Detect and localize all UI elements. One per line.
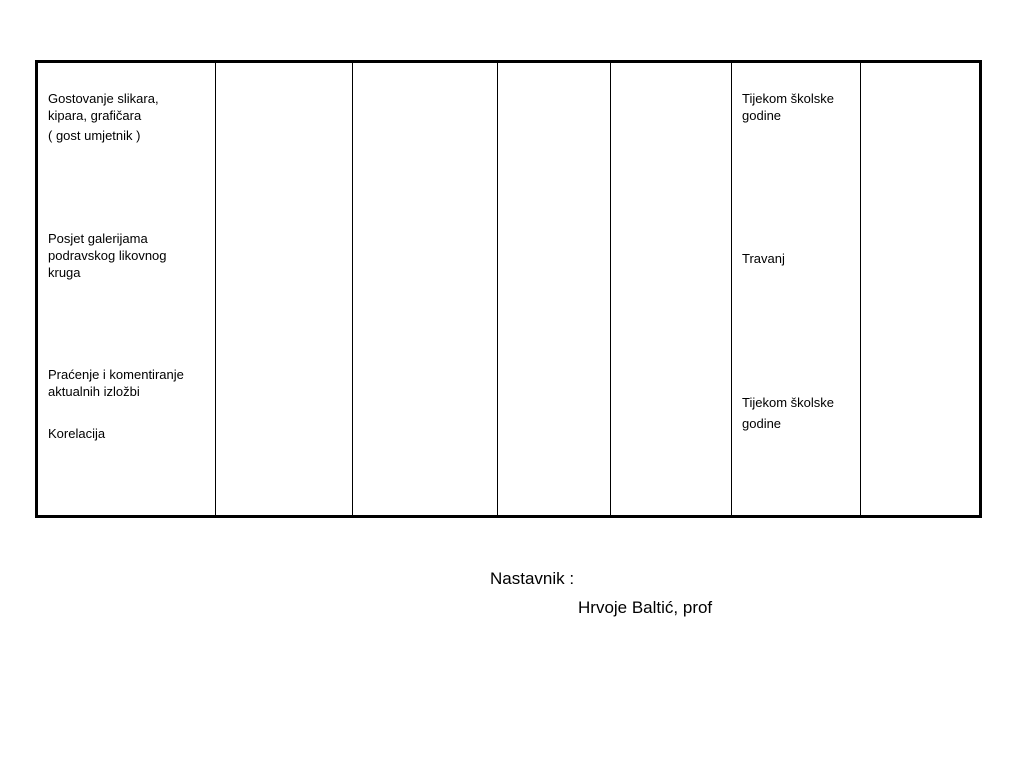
- activity-exhibitions: [48, 366, 209, 400]
- empty-column: [611, 63, 732, 515]
- timing-line: Tijekom školske: [742, 91, 834, 106]
- timing-line: godine: [742, 416, 782, 431]
- timing-school-year-1: [742, 90, 854, 124]
- activity-guest-artist: [48, 90, 209, 144]
- activity-line: ( gost umjetnik ): [48, 128, 141, 143]
- timing-line: godine: [742, 108, 782, 123]
- activity-column: [38, 63, 216, 515]
- activity-line: kipara, grafičara: [48, 108, 142, 123]
- timing-school-year-2: [742, 394, 854, 432]
- empty-column: [498, 63, 611, 515]
- timing-column: [732, 63, 861, 515]
- activity-line: aktualnih izložbi: [48, 384, 140, 399]
- activity-line: Posjet galerijama: [48, 231, 148, 246]
- teacher-label: Nastavnik :: [490, 569, 575, 588]
- empty-column: [216, 63, 353, 515]
- empty-column: [861, 63, 979, 515]
- empty-column: [353, 63, 498, 515]
- activity-line: podravskog likovnog: [48, 248, 167, 263]
- plan-table: [35, 60, 982, 518]
- timing-april: Travanj: [742, 251, 785, 266]
- activity-line: Gostovanje slikara,: [48, 91, 159, 106]
- activity-line: Praćenje i komentiranje: [48, 367, 184, 382]
- activity-gallery-visit: [48, 230, 209, 281]
- teacher-name: Hrvoje Baltić, prof: [578, 598, 713, 617]
- timing-line: Tijekom školske: [742, 395, 834, 410]
- activity-line: kruga: [48, 265, 81, 280]
- activity-correlation: Korelacija: [48, 426, 106, 441]
